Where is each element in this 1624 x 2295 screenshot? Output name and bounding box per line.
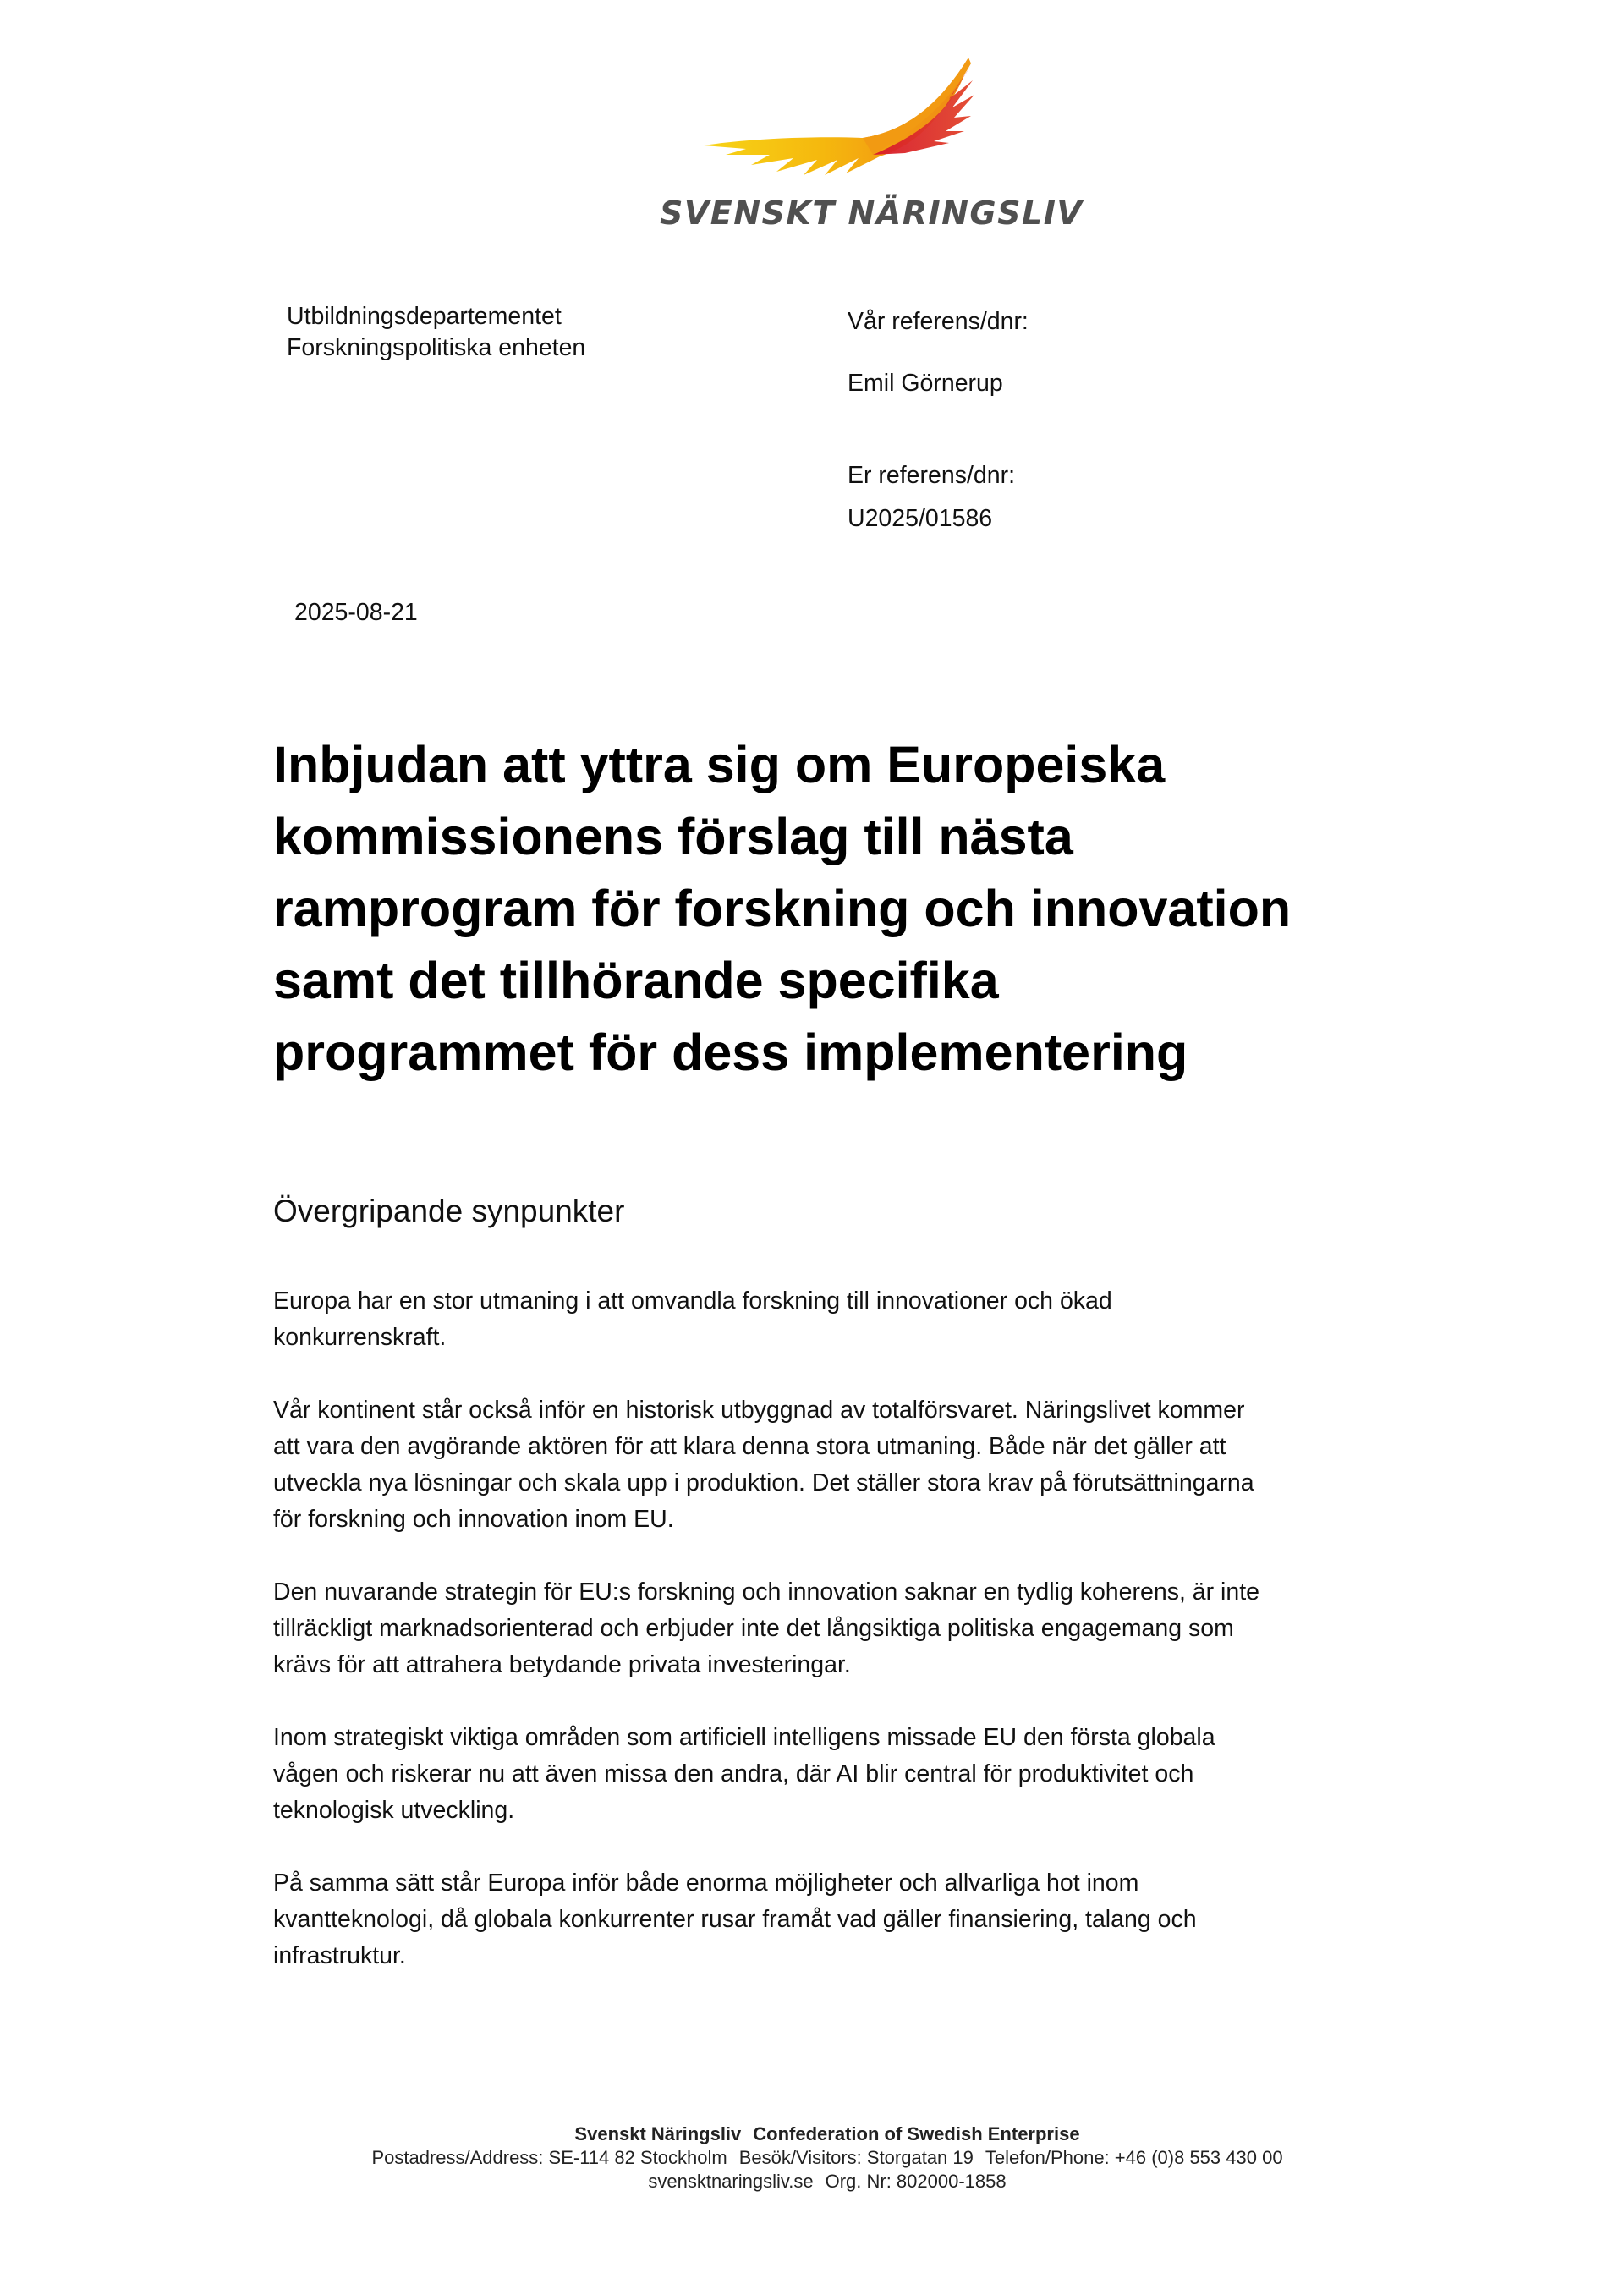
title-line: ramprogram för forskning och innovation [273, 880, 1292, 937]
your-reference-value: U2025/01586 [848, 505, 993, 532]
paragraph [273, 1283, 1424, 1356]
paragraph-line: krävs för att attrahera betydande privata investeringar. [273, 1651, 851, 1678]
footer-postal-address: Postadress/Address: SE-114 82 Stockholm [371, 2147, 727, 2168]
document-date: 2025-08-21 [294, 599, 418, 626]
footer-contact [254, 2146, 1401, 2170]
footer-visiting-address: Besök/Visitors: Storgatan 19 [738, 2147, 974, 2168]
footer-org-swedish: Svenskt Näringsliv [574, 2123, 742, 2144]
reference-block [848, 0, 1270, 592]
paragraph-line: utveckla nya lösningar och skala upp i produktion. Det ställer stora krav på förutsättningarna [273, 1469, 1254, 1496]
title-line: Inbjudan att yttra sig om Europeiska [273, 736, 1166, 793]
paragraph-line: infrastruktur. [273, 1942, 406, 1969]
paragraph-line: Europa har en stor utmaning i att omvandla forskning till innovationer och ökad [273, 1288, 1112, 1315]
paragraph [273, 1392, 1424, 1538]
title-line: kommissionens förslag till nästa [273, 808, 1073, 865]
title-line: samt det tillhörande specifika [273, 952, 999, 1009]
page-footer [254, 2122, 1401, 2193]
document-title [273, 729, 1457, 1089]
your-reference-label: Er referens/dnr: [848, 462, 1015, 489]
our-reference-name: Emil Görnerup [848, 370, 1003, 397]
our-reference-label: Vår referens/dnr: [848, 308, 1029, 335]
paragraph [273, 1865, 1424, 1974]
section-heading: Övergripande synpunkter [273, 1194, 625, 1228]
recipient-address [287, 301, 585, 364]
recipient-line: Forskningspolitiska enheten [287, 334, 586, 361]
logo-wordmark: SVENSKT NÄRINGSLIV [660, 195, 1084, 232]
paragraph [273, 1720, 1424, 1829]
paragraph-line: Inom strategiskt viktiga områden som artificiell intelligens missade EU den första globala [273, 1724, 1215, 1751]
paragraph-line: På samma sätt står Europa inför både enorma möjligheter och allvarliga hot inom [273, 1869, 1139, 1897]
footer-org-english: Confederation of Swedish Enterprise [753, 2123, 1080, 2144]
paragraph-line: för forskning och innovation inom EU. [273, 1506, 674, 1533]
footer-organization [254, 2122, 1401, 2146]
paragraph-line: Den nuvarande strategin för EU:s forskning och innovation saknar en tydlig koherens, är inte [273, 1578, 1259, 1606]
paragraph [273, 1574, 1424, 1683]
title-line: programmet för dess implementering [273, 1024, 1188, 1081]
footer-phone: Telefon/Phone: +46 (0)8 553 430 00 [985, 2147, 1283, 2168]
paragraph-line: konkurrenskraft. [273, 1324, 447, 1351]
paragraph-line: Vår kontinent står också inför en historisk utbyggnad av totalförsvaret. Näringslivet kommer [273, 1397, 1245, 1424]
footer-web [254, 2170, 1401, 2193]
recipient-line: Utbildningsdepartementet [287, 303, 562, 330]
paragraph-line: kvantteknologi, då globala konkurrenter rusar framåt vad gäller finansiering, talang och [273, 1906, 1197, 1933]
footer-website-link[interactable]: svensktnaringsliv.se [648, 2171, 814, 2192]
paragraph-line: vågen och riskerar nu att även missa den andra, där AI blir central för produktivitet och [273, 1760, 1194, 1787]
footer-org-number: Org. Nr: 802000-1858 [825, 2171, 1007, 2192]
paragraph-line: teknologisk utveckling. [273, 1797, 515, 1824]
paragraph-line: att vara den avgörande aktören för att klara denna stora utmaning. Både när det gäller att [273, 1433, 1226, 1460]
document-body [273, 1283, 1424, 2011]
paragraph-line: tillräckligt marknadsorienterad och erbjuder inte det långsiktiga politiska engagemang som [273, 1615, 1234, 1642]
